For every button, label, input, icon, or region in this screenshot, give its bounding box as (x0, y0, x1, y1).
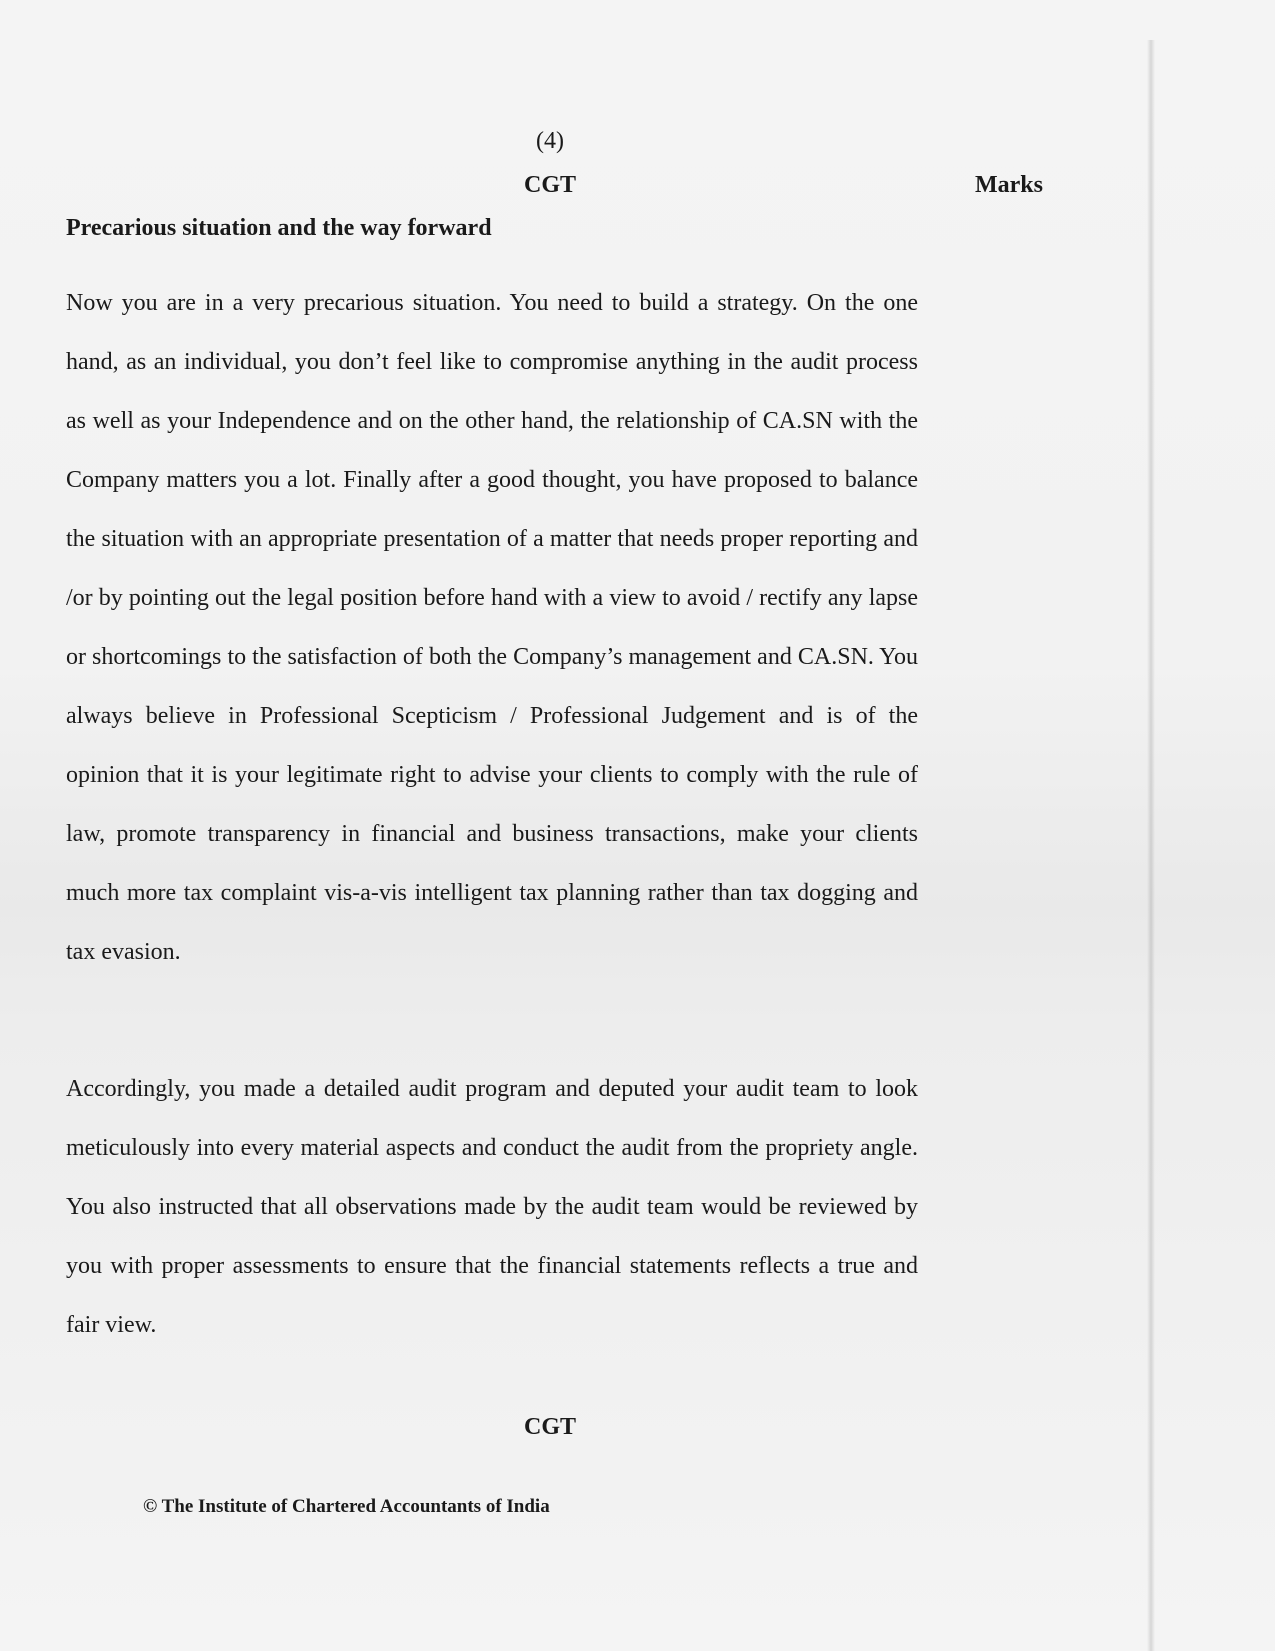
marks-label: Marks (975, 172, 1043, 198)
copyright-notice: © The Institute of Chartered Accountants of India (143, 1496, 550, 1517)
paper-code-footer: CGT (523, 1414, 576, 1440)
page-edge-shadow (1147, 40, 1155, 1651)
paragraph-2: Accordingly, you made a detailed audit program and deputed your audit team to look meticulously into every material aspects and conduct the audit from the propriety angle. You also instructed that all observations made by the audit team would be reviewed by you with proper assessments to ensure that the financial statements reflects a true and fair view. (66, 1076, 918, 1338)
paper-code-header: CGT (523, 172, 576, 198)
page-number: (4) (536, 128, 564, 154)
paragraph-1: Now you are in a very precarious situation. You need to build a strategy. On the one hand, as an individual, you don’t feel like to compromise anything in the audit process as well as your Independence and on the other hand, the relationship of CA.SN with the Company matters you a lot. Finally after a good thought, you have proposed to balance the situation with an appropriate presentation of a matter that needs proper reporting and /or by pointing out the legal position before hand with a view to avoid / rectify any lapse or shortcomings to the satisfaction of both the Company’s management and CA.SN. You always believe in Professional Scepticism / Professional Judgement and is of the opinion that it is your legitimate right to advise your clients to comply with the rule of law, promote transparency in financial and business transactions, make your clients much more tax complaint vis-a-vis intelligent tax planning rather than tax dogging and tax evasion. (66, 290, 918, 965)
section-heading: Precarious situation and the way forward (66, 215, 492, 241)
